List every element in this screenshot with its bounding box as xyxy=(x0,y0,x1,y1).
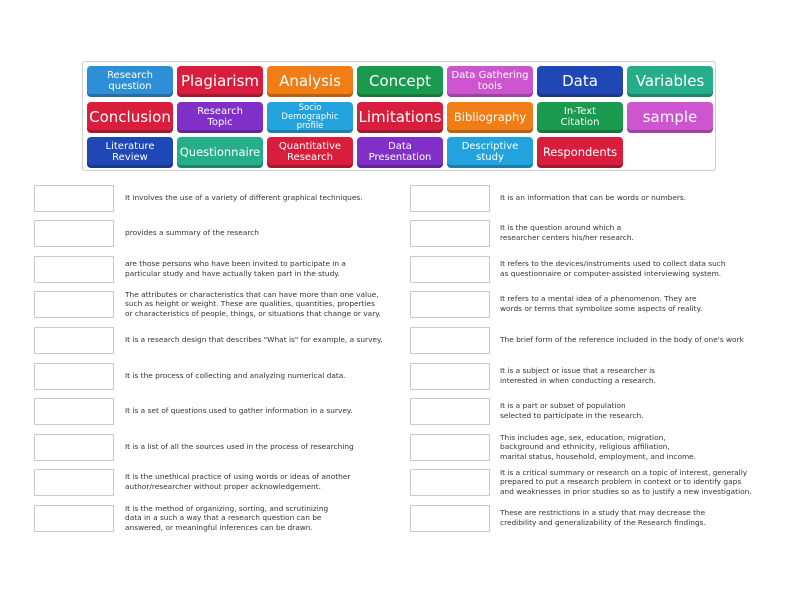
right-answer-box-6[interactable] xyxy=(410,363,490,390)
word-tile-descriptive-study[interactable]: Descriptive study xyxy=(447,137,533,168)
left-clue-6: It is the process of collecting and analyzing numerical data. xyxy=(125,371,346,381)
left-answer-box-4[interactable] xyxy=(34,291,114,318)
right-clue-9: It is a critical summary or research on a topic of interest, generally prepared to put a research problem in context or to identify gaps and weaknesses in prior studies so as to justify a new investigation. xyxy=(500,467,752,496)
word-tile-bibliography[interactable]: Bibliography xyxy=(447,102,533,133)
right-answer-box-4[interactable] xyxy=(410,291,490,318)
left-clue-3: are those persons who have been invited to participate in a particular study and have actually taken part in the study. xyxy=(125,259,346,278)
left-answer-box-8[interactable] xyxy=(34,434,114,461)
left-answer-box-10[interactable] xyxy=(34,505,114,532)
word-tile-in-text-citation[interactable]: In-Text Citation xyxy=(537,102,623,133)
word-tile-limitations[interactable]: Limitations xyxy=(357,102,443,133)
left-answer-box-3[interactable] xyxy=(34,256,114,283)
right-answer-box-8[interactable] xyxy=(410,434,490,461)
right-clue-2: It is the question around which a researcher centers his/her research. xyxy=(500,223,634,242)
left-answer-box-1[interactable] xyxy=(34,185,114,212)
word-tile-data-presentation[interactable]: Data Presentation xyxy=(357,137,443,168)
right-clue-8: This includes age, sex, education, migration, background and ethnicity, religious affiliation, marital status, household, employment, and income. xyxy=(500,432,697,461)
left-answer-box-6[interactable] xyxy=(34,363,114,390)
right-clue-4: It refers to a mental idea of a phenomenon. They are words or terms that symbolize some aspects of reality. xyxy=(500,294,703,313)
right-clue-1: It is an information that can be words or numbers. xyxy=(500,193,687,203)
left-clue-5: It is a research design that describes "What is" for example, a survey. xyxy=(125,335,383,345)
right-clue-7: It is a part or subset of population selected to participate in the research. xyxy=(500,401,644,420)
word-tile-quantitative-research[interactable]: Quantitative Research xyxy=(267,137,353,168)
word-tile-respondents[interactable]: Respondents xyxy=(537,137,623,168)
left-clue-2: provides a summary of the research xyxy=(125,228,259,238)
word-tile-sample[interactable]: sample xyxy=(627,102,713,133)
word-tile-data-gathering-tools[interactable]: Data Gathering tools xyxy=(447,66,533,97)
word-tile-research-topic[interactable]: Research Topic xyxy=(177,102,263,133)
right-answer-box-9[interactable] xyxy=(410,469,490,496)
right-answer-box-1[interactable] xyxy=(410,185,490,212)
left-clue-9: It is the unethical practice of using words or ideas of another author/researcher without proper acknowledgement. xyxy=(125,472,351,491)
right-clue-3: It refers to the devices/instruments used to collect data such as questionnaire or computer-assisted interviewing system. xyxy=(500,259,726,278)
word-tile-data[interactable]: Data xyxy=(537,66,623,97)
right-clue-10: These are restrictions in a study that may decrease the credibility and generalizability of the Research findings. xyxy=(500,508,706,527)
word-tile-conclusion[interactable]: Conclusion xyxy=(87,102,173,133)
word-tile-analysis[interactable]: Analysis xyxy=(267,66,353,97)
word-tile-variables[interactable]: Variables xyxy=(627,66,713,97)
word-tile-literature-review[interactable]: Literature Review xyxy=(87,137,173,168)
left-clue-1: It involves the use of a variety of different graphical techniques. xyxy=(125,193,363,203)
word-tile-socio-demographic-profile[interactable]: Socio Demographic profile xyxy=(267,102,353,133)
right-clue-5: The brief form of the reference included in the body of one's work xyxy=(500,335,744,345)
word-tile-research-question[interactable]: Research question xyxy=(87,66,173,97)
word-tile-questionnaire[interactable]: Questionnaire xyxy=(177,137,263,168)
left-clue-8: It is a list of all the sources used in the process of researching xyxy=(125,442,354,452)
left-clue-10: It is the method of organizing, sorting, and scrutinizing data in a such a way that a research question can be answered, or meaningful inferences can be drawn. xyxy=(125,503,329,532)
left-clue-7: It is a set of questions used to gather information in a survey. xyxy=(125,406,353,416)
left-answer-box-7[interactable] xyxy=(34,398,114,425)
word-tile-plagiarism[interactable]: Plagiarism xyxy=(177,66,263,97)
left-clue-4: The attributes or characteristics that can have more than one value, such as height or weight. These are qualities, quantities, properties or characteristics of people, things, or situations that change or vary. xyxy=(125,289,381,318)
left-answer-box-9[interactable] xyxy=(34,469,114,496)
right-clue-6: It is a subject or issue that a researcher is interested in when conducting a research. xyxy=(500,366,656,385)
word-bank xyxy=(82,61,716,171)
right-answer-box-5[interactable] xyxy=(410,327,490,354)
word-tile-concept[interactable]: Concept xyxy=(357,66,443,97)
left-answer-box-5[interactable] xyxy=(34,327,114,354)
right-answer-box-10[interactable] xyxy=(410,505,490,532)
right-answer-box-7[interactable] xyxy=(410,398,490,425)
right-answer-box-2[interactable] xyxy=(410,220,490,247)
right-answer-box-3[interactable] xyxy=(410,256,490,283)
left-answer-box-2[interactable] xyxy=(34,220,114,247)
